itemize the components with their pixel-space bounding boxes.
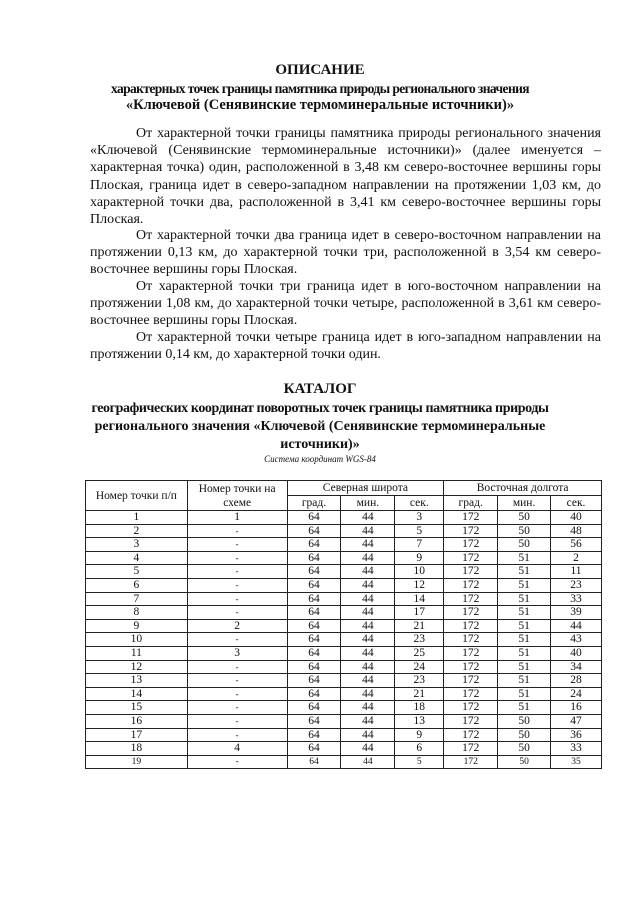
cell-point-number: 9: [86, 619, 188, 633]
cell-lon-deg: 172: [444, 701, 498, 715]
table-row: [86, 742, 602, 756]
cell-lat-deg: 64: [287, 742, 341, 756]
cell-lon-deg: 172: [444, 606, 498, 620]
cell-lon-min: 51: [498, 701, 551, 715]
cell-lat-min: 44: [341, 674, 395, 688]
cell-point-number: 13: [86, 674, 188, 688]
cell-scheme-number: -: [187, 701, 287, 715]
cell-scheme-number: -: [187, 714, 287, 728]
cell-lat-deg: 64: [287, 728, 341, 742]
table-row: [86, 565, 602, 579]
cell-scheme-number: -: [187, 633, 287, 647]
cell-lon-deg: 172: [444, 511, 498, 525]
cell-scheme-number: -: [187, 592, 287, 606]
cell-lon-min: 50: [498, 728, 551, 742]
cell-lon-min: 51: [498, 660, 551, 674]
cell-lat-deg: 64: [287, 660, 341, 674]
cell-lat-min: 44: [341, 578, 395, 592]
cell-lon-sec: 35: [551, 755, 602, 769]
cell-lon-deg: 172: [444, 755, 498, 769]
table-row: [86, 674, 602, 688]
cell-point-number: 10: [86, 633, 188, 647]
table-row: [86, 728, 602, 742]
table-row: [86, 755, 602, 769]
description-paragraph-1: От характерной точки границы памятника природы регионального значения «Ключевой (Сенявинские термоминеральные источники)» (далее именуется – характерная точка) один, расположенной в 3,48 км северо-восточнее вершины горы Плоская, граница идет в северо-западном направлении на протяжении 1,03 км, до характерной точки два, расположенной в 3,41 км северо-восточнее вершины горы Плоская.: [90, 126, 601, 228]
header-north-latitude: Северная широта: [287, 481, 444, 496]
cell-lat-deg: 64: [287, 511, 341, 525]
header-lon-deg: град.: [444, 496, 498, 511]
cell-lon-sec: 33: [551, 742, 602, 756]
description-title: ОПИСАНИЕ: [275, 62, 365, 78]
cell-scheme-number: -: [187, 578, 287, 592]
cell-lat-sec: 21: [395, 687, 444, 701]
cell-lon-sec: 16: [551, 701, 602, 715]
table-row: [86, 633, 602, 647]
cell-lat-deg: 64: [287, 538, 341, 552]
cell-scheme-number: 3: [187, 646, 287, 660]
cell-scheme-number: -: [187, 565, 287, 579]
cell-lon-deg: 172: [444, 646, 498, 660]
cell-lat-sec: 5: [395, 755, 444, 769]
cell-lat-deg: 64: [287, 551, 341, 565]
cell-lon-deg: 172: [444, 674, 498, 688]
cell-lon-deg: 172: [444, 619, 498, 633]
cell-lon-sec: 44: [551, 619, 602, 633]
cell-point-number: 11: [86, 646, 188, 660]
cell-lon-deg: 172: [444, 538, 498, 552]
cell-lat-deg: 64: [287, 755, 341, 769]
cell-lat-min: 44: [341, 701, 395, 715]
cell-lat-deg: 64: [287, 714, 341, 728]
cell-lon-sec: 2: [551, 551, 602, 565]
cell-lon-min: 50: [498, 742, 551, 756]
cell-lon-sec: 23: [551, 578, 602, 592]
cell-point-number: 17: [86, 728, 188, 742]
cell-scheme-number: -: [187, 687, 287, 701]
cell-point-number: 3: [86, 538, 188, 552]
header-scheme-number: Номер точки на схеме: [187, 481, 287, 511]
cell-lon-min: 51: [498, 551, 551, 565]
table-row: [86, 687, 602, 701]
catalog-title: КАТАЛОГ: [283, 381, 357, 397]
cell-point-number: 4: [86, 551, 188, 565]
catalog-subtitle-line2: регионального значения «Ключевой (Сенявинские термоминеральные: [94, 419, 546, 434]
cell-point-number: 5: [86, 565, 188, 579]
table-row: [86, 701, 602, 715]
cell-lon-min: 51: [498, 606, 551, 620]
cell-lon-sec: 24: [551, 687, 602, 701]
cell-lat-min: 44: [341, 592, 395, 606]
cell-lat-sec: 7: [395, 538, 444, 552]
cell-lat-min: 44: [341, 606, 395, 620]
table-row: [86, 524, 602, 538]
table-row: [86, 551, 602, 565]
cell-lon-min: 50: [498, 714, 551, 728]
cell-lon-min: 51: [498, 674, 551, 688]
catalog-subtitle-line3: источники)»: [280, 437, 360, 452]
cell-scheme-number: -: [187, 674, 287, 688]
cell-scheme-number: 1: [187, 511, 287, 525]
cell-point-number: 7: [86, 592, 188, 606]
cell-lon-deg: 172: [444, 565, 498, 579]
cell-lat-sec: 21: [395, 619, 444, 633]
description-subtitle-line1: характерных точек границы памятника природы регионального значения: [110, 81, 530, 96]
cell-lat-min: 44: [341, 755, 395, 769]
cell-lat-min: 44: [341, 633, 395, 647]
description-paragraph-4: От характерной точки четыре граница идет в юго-западном направлении на протяжении 0,14 км, до характерной точки один.: [90, 330, 601, 363]
cell-point-number: 18: [86, 742, 188, 756]
cell-scheme-number: -: [187, 538, 287, 552]
table-row: [86, 646, 602, 660]
cell-lon-sec: 43: [551, 633, 602, 647]
table-row: [86, 578, 602, 592]
cell-lon-deg: 172: [444, 578, 498, 592]
cell-lat-sec: 14: [395, 592, 444, 606]
cell-lat-min: 44: [341, 646, 395, 660]
cell-lat-sec: 6: [395, 742, 444, 756]
cell-lat-min: 44: [341, 511, 395, 525]
cell-lon-deg: 172: [444, 633, 498, 647]
cell-point-number: 6: [86, 578, 188, 592]
cell-lat-sec: 18: [395, 701, 444, 715]
coordinates-table: [85, 480, 602, 769]
cell-lon-sec: 33: [551, 592, 602, 606]
cell-lat-min: 44: [341, 660, 395, 674]
table-body: [86, 511, 602, 769]
cell-point-number: 2: [86, 524, 188, 538]
cell-lat-sec: 9: [395, 728, 444, 742]
cell-point-number: 12: [86, 660, 188, 674]
cell-lon-sec: 40: [551, 511, 602, 525]
cell-lat-sec: 25: [395, 646, 444, 660]
header-east-longitude: Восточная долгота: [444, 481, 602, 496]
cell-lat-deg: 64: [287, 524, 341, 538]
description-subtitle-line2: «Ключевой (Сенявинские термоминеральные источники)»: [125, 97, 515, 113]
cell-lon-sec: 47: [551, 714, 602, 728]
cell-lat-deg: 64: [287, 701, 341, 715]
cell-lon-deg: 172: [444, 728, 498, 742]
cell-lon-deg: 172: [444, 660, 498, 674]
table-row: [86, 538, 602, 552]
header-lat-deg: град.: [287, 496, 341, 511]
cell-lon-deg: 172: [444, 714, 498, 728]
cell-lon-sec: 36: [551, 728, 602, 742]
header-lat-min: мин.: [341, 496, 395, 511]
cell-lon-sec: 40: [551, 646, 602, 660]
cell-lon-min: 51: [498, 578, 551, 592]
cell-lat-deg: 64: [287, 565, 341, 579]
cell-scheme-number: 2: [187, 619, 287, 633]
cell-lat-deg: 64: [287, 646, 341, 660]
cell-lat-deg: 64: [287, 578, 341, 592]
cell-scheme-number: -: [187, 755, 287, 769]
cell-lat-deg: 64: [287, 674, 341, 688]
table-row: [86, 660, 602, 674]
cell-lon-min: 51: [498, 646, 551, 660]
cell-lat-sec: 17: [395, 606, 444, 620]
cell-lat-sec: 23: [395, 674, 444, 688]
cell-lat-sec: 5: [395, 524, 444, 538]
cell-lon-sec: 34: [551, 660, 602, 674]
cell-point-number: 8: [86, 606, 188, 620]
cell-lat-sec: 23: [395, 633, 444, 647]
cell-scheme-number: -: [187, 728, 287, 742]
table-row: [86, 511, 602, 525]
cell-lat-sec: 24: [395, 660, 444, 674]
table-row: [86, 606, 602, 620]
cell-lon-sec: 39: [551, 606, 602, 620]
cell-point-number: 1: [86, 511, 188, 525]
cell-lon-min: 50: [498, 524, 551, 538]
table-row: [86, 714, 602, 728]
cell-lat-min: 44: [341, 619, 395, 633]
cell-lon-deg: 172: [444, 551, 498, 565]
cell-lat-min: 44: [341, 728, 395, 742]
cell-lon-deg: 172: [444, 687, 498, 701]
cell-lat-min: 44: [341, 714, 395, 728]
cell-lon-min: 50: [498, 755, 551, 769]
cell-scheme-number: -: [187, 524, 287, 538]
header-lon-sec: сек.: [551, 496, 602, 511]
cell-lat-deg: 64: [287, 592, 341, 606]
cell-lat-min: 44: [341, 538, 395, 552]
cell-lat-sec: 9: [395, 551, 444, 565]
cell-lat-min: 44: [341, 524, 395, 538]
header-lat-sec: сек.: [395, 496, 444, 511]
cell-lat-min: 44: [341, 551, 395, 565]
cell-lon-sec: 11: [551, 565, 602, 579]
table-row: [86, 592, 602, 606]
header-lon-min: мин.: [498, 496, 551, 511]
cell-scheme-number: -: [187, 660, 287, 674]
cell-lat-deg: 64: [287, 619, 341, 633]
cell-lat-deg: 64: [287, 687, 341, 701]
cell-lon-sec: 56: [551, 538, 602, 552]
cell-lon-min: 51: [498, 592, 551, 606]
cell-lat-sec: 12: [395, 578, 444, 592]
description-paragraph-3: От характерной точки три граница идет в юго-восточном направлении на протяжении 1,08 км, до характерной точки четыре, расположенной в 3,61 км северо-восточнее вершины горы Плоская.: [90, 279, 601, 329]
cell-lon-min: 51: [498, 619, 551, 633]
cell-lat-sec: 13: [395, 714, 444, 728]
cell-lat-min: 44: [341, 687, 395, 701]
cell-point-number: 16: [86, 714, 188, 728]
cell-lat-sec: 10: [395, 565, 444, 579]
cell-lat-sec: 3: [395, 511, 444, 525]
cell-lon-sec: 28: [551, 674, 602, 688]
cell-lat-deg: 64: [287, 606, 341, 620]
cell-point-number: 19: [86, 755, 188, 769]
cell-scheme-number: -: [187, 551, 287, 565]
cell-lon-min: 51: [498, 565, 551, 579]
cell-point-number: 14: [86, 687, 188, 701]
cell-lon-min: 51: [498, 633, 551, 647]
cell-lat-min: 44: [341, 565, 395, 579]
cell-lon-sec: 48: [551, 524, 602, 538]
cell-lon-min: 50: [498, 538, 551, 552]
coordinate-system-label: Система координат WGS-84: [264, 454, 376, 464]
cell-lon-deg: 172: [444, 524, 498, 538]
catalog-subtitle-line1: географических координат поворотных точек границы памятника природы: [91, 401, 549, 416]
cell-lat-deg: 64: [287, 633, 341, 647]
cell-lon-deg: 172: [444, 742, 498, 756]
cell-scheme-number: -: [187, 606, 287, 620]
cell-lon-deg: 172: [444, 592, 498, 606]
cell-point-number: 15: [86, 701, 188, 715]
cell-lon-min: 51: [498, 687, 551, 701]
table-row: [86, 619, 602, 633]
cell-lat-min: 44: [341, 742, 395, 756]
description-paragraph-2: От характерной точки два граница идет в северо-восточном направлении на протяжении 0,13 км, до характерной точки три, расположенной в 3,54 км северо-восточнее вершины горы Плоская.: [90, 228, 601, 278]
header-point-number: Номер точки п/п: [86, 481, 188, 511]
cell-lon-min: 50: [498, 511, 551, 525]
cell-scheme-number: 4: [187, 742, 287, 756]
